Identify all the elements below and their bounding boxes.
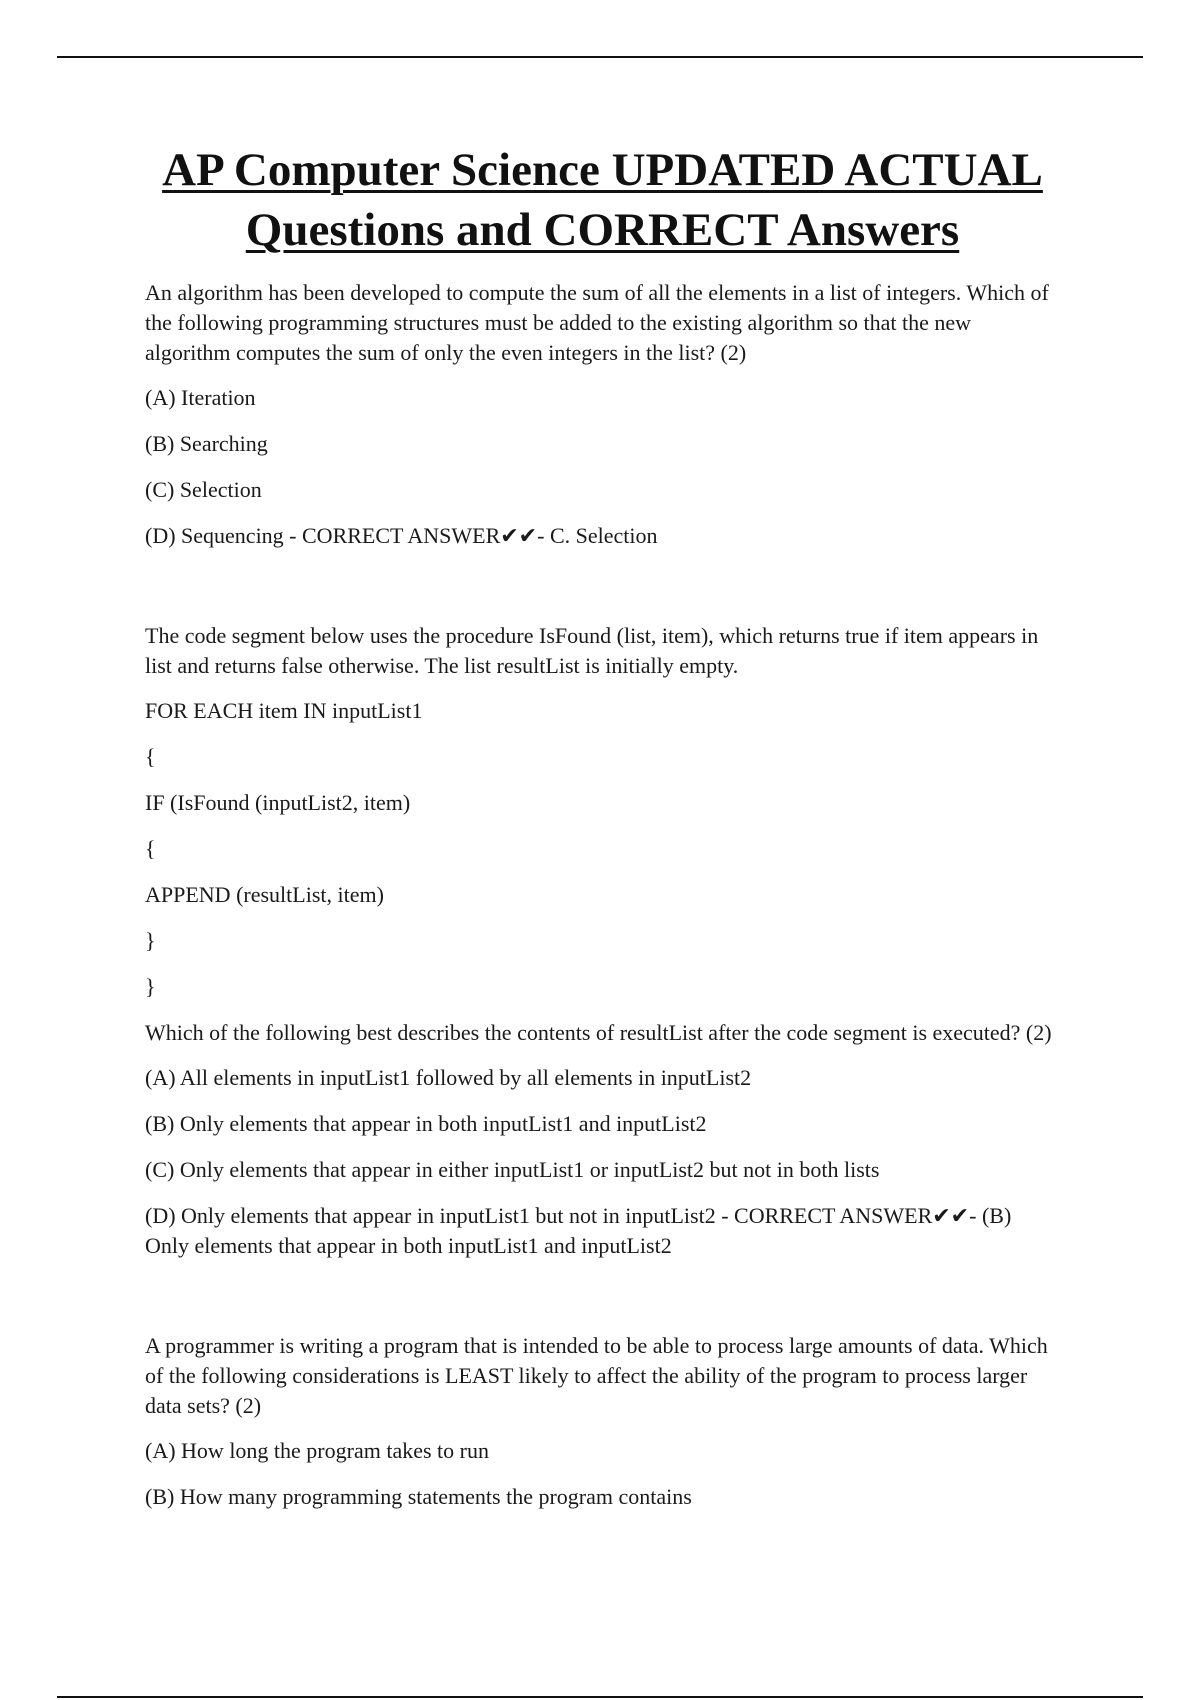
bottom-rule xyxy=(57,1696,1143,1698)
code-line: { xyxy=(145,836,156,861)
answer-option-with-correct-answer: (D) Sequencing - CORRECT ANSWER✔✔- C. Selection xyxy=(145,523,658,548)
answer-option-with-correct-answer: (D) Only elements that appear in inputList1 but not in inputList2 - CORRECT ANSWER✔✔- (B) Only elements that appear in both inputList1 and inputList2 xyxy=(145,1203,1012,1258)
document-body xyxy=(145,140,1060,1528)
question-prompt: A programmer is writing a program that is intended to be able to process large amounts of data. Which of the following considerations is LEAST likely to affect the ability of the program to process larger data sets? (2) xyxy=(145,1333,1048,1418)
document-title xyxy=(145,140,1060,260)
code-line: } xyxy=(145,928,156,953)
question-text: Which of the following best describes the contents of resultList after the code segment is executed? (2) xyxy=(145,1020,1052,1045)
question-prompt: The code segment below uses the procedure IsFound (list, item), which returns true if item appears in list and returns false otherwise. The list resultList is initially empty. xyxy=(145,623,1039,678)
code-line: { xyxy=(145,744,156,769)
title-line-2: Questions and CORRECT Answers xyxy=(245,204,960,256)
question-3 xyxy=(145,1331,1060,1512)
question-1 xyxy=(145,278,1060,551)
question-prompt: An algorithm has been developed to compute the sum of all the elements in a list of integers. Which of the following programming structures must be added to the existing algorithm so that the new algorithm computes the sum of only the even integers in the list? (2) xyxy=(145,280,1049,365)
answer-option: (A) All elements in inputList1 followed by all elements in inputList2 xyxy=(145,1065,752,1090)
answer-option: (B) How many programming statements the program contains xyxy=(145,1484,692,1509)
answer-option: (C) Only elements that appear in either inputList1 or inputList2 but not in both lists xyxy=(145,1157,880,1182)
code-line: APPEND (resultList, item) xyxy=(145,882,384,907)
top-rule xyxy=(57,56,1143,58)
code-line: IF (IsFound (inputList2, item) xyxy=(145,790,411,815)
answer-option: (C) Selection xyxy=(145,477,262,502)
answer-option: (A) Iteration xyxy=(145,385,256,410)
answer-option: (A) How long the program takes to run xyxy=(145,1438,489,1463)
answer-option: (B) Only elements that appear in both inputList1 and inputList2 xyxy=(145,1111,707,1136)
code-line: } xyxy=(145,974,156,999)
answer-option: (B) Searching xyxy=(145,431,268,456)
code-line: FOR EACH item IN inputList1 xyxy=(145,698,423,723)
title-line-1: AP Computer Science UPDATED ACTUAL xyxy=(162,144,1043,196)
question-2 xyxy=(145,621,1060,1261)
